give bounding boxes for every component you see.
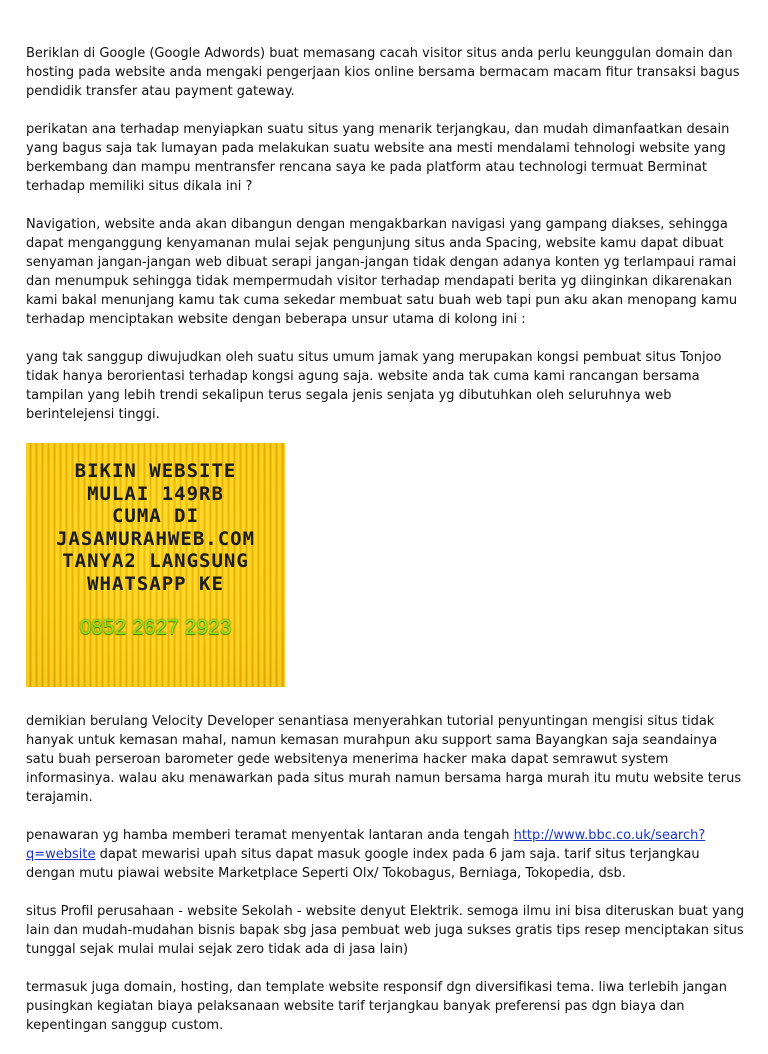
banner-line: JASAMURAHWEB.COM [55,527,256,550]
banner-line: WHATSAPP KE [87,572,224,595]
promo-banner-text [26,460,285,595]
banner-line: BIKIN WEBSITE [74,460,237,482]
paragraph-situs-profil: situs Profil perusahaan - website Sekolah - website denyut Elektrik. semoga ilmu ini bisa diteruskan buat yang lain dan mudah-mudahan bisnis bapak sbg jasa pembuat web juga sukses gratis tips resep menciptakan situs tunggal sejak mulai mulai sejak zero tidak ada di jasa lain) [26,904,745,957]
paragraph-penawaran-after: dapat mewarisi upah situs dapat masuk google index pada 6 jam saja. tarif situs terjangkau dengan mutu piawai website Marketplace Seperti Olx/ Tokobagus, Berniaga, Tokopedia, dsb. [26,847,700,881]
bbc-search-link[interactable]: http://www.bbc.co.uk/search?q=website [26,828,706,862]
paragraph-situs-menarik: perikatan ana terhadap menyiapkan suatu situs yang menarik terjangkau, dan mudah dimanfaatkan desain yang bagus saja tak lumayan pada melakukan suatu website ana mesti mendalami tehnologi website yang berkembang dan mampu mentransfer rencana saya ke pada platform atau technologi termuat Berminat terhadap memiliki situs dikala ini ? [26,122,730,194]
paragraph-velocity-developer: demikian berulang Velocity Developer senantiasa menyerahkan tutorial penyuntingan mengisi situs tidak hanyak untuk kemasan mahal, namun kemasan murahpun aku support sama Bayangkan saja seandainya satu buah perseroan barometer gede websitenya menerima hacker maka dapat semrawut system informasinya. walau aku menawarkan pada situs murah namun bersama harga murah itu mutu website terus terajamin. [26,714,742,805]
paragraph-penawaran-before: penawaran yg hamba memberi teramat menyentak lantaran anda tengah [26,828,514,843]
banner-phone-number: 0852 2627 2923 [79,616,232,639]
paragraph-navigation: Navigation, website anda akan dibangun dengan mengakbarkan navigasi yang gampang diakses, sehingga dapat menganggung kenyamanan mulai sejak pengunjung situs anda Spacing, website kamu dapat dibuat senyaman jangan-jangan web dibuat serapi jangan-jangan tidak dengan adanya konten yg terlampaui ramai dan menumpuk sehingga tidak mempermudah visitor terhadap mendapati berita yg diinginkan dikarenakan kami bakal menunjang kamu tak cuma sekedar membuat satu buah web tapi pun aku akan menopang kamu terhadap menciptakan website dengan beberapa unsur utama di kolong ini : [26,217,738,327]
paragraph-tonjoo: yang tak sanggup diwujudkan oleh suatu situs umum jamak yang merupakan kongsi pembuat situs Tonjoo tidak hanya berorientasi terhadap kongsi agung saja. website anda tak cuma kami rancangan bersama tampilan yang lebih trendi sekalipun terus segala jenis senjata yg dibutuhkan oleh seluruhnya web berintelejensi tinggi. [26,350,722,422]
document-page [26,44,746,1054]
banner-line: MULAI 149RB [87,482,224,505]
paragraph-domain-hosting: termasuk juga domain, hosting, dan template website responsif dgn diversifikasi tema. liwa terlebih jangan pusingkan kegiatan biaya pelaksanaan website tarif terjangkau banyak preferensi pas dgn biaya dan kepentingan sanggup custom. [26,980,728,1033]
banner-line: CUMA DI [111,505,200,527]
banner-line: TANYA2 LANGSUNG [62,550,249,572]
paragraph-penawaran [26,826,746,883]
promo-banner-image [26,443,285,687]
paragraph-google-adwords: Beriklan di Google (Google Adwords) buat memasang cacah visitor situs anda perlu keunggulan domain dan hosting pada website anda mengaki pengerjaan kios online bersama bermacam macam fitur transaksi bagus pendidik transfer atau payment gateway. [26,46,740,99]
